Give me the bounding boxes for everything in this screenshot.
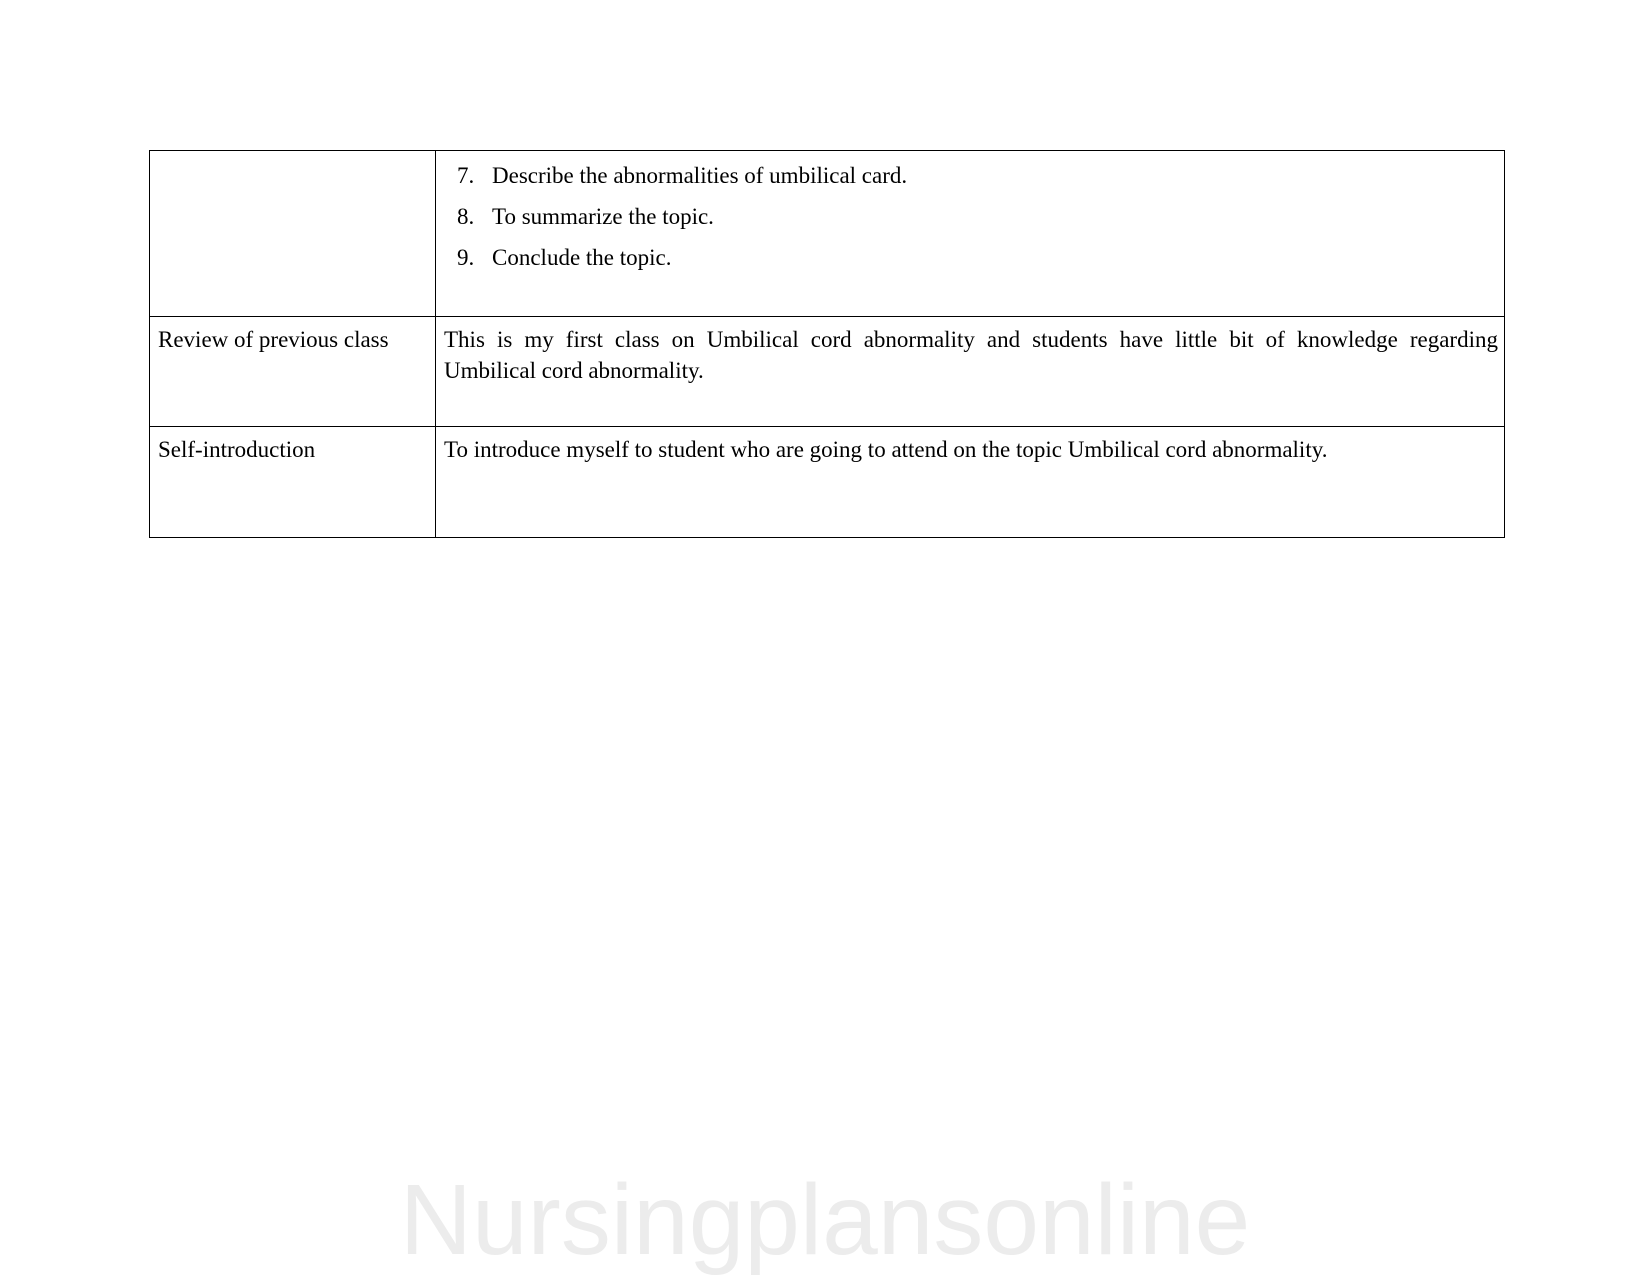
review-text-line-1: This is my first class on Umbilical cord abnormality and students have little bit of knowledge regarding — [444, 327, 1498, 352]
objective-text: Conclude the topic. — [492, 245, 672, 270]
objective-item — [457, 201, 1498, 232]
review-content-cell — [436, 317, 1505, 427]
self-introduction-content-cell — [436, 427, 1505, 538]
objective-item — [457, 242, 1498, 273]
lesson-plan-table — [149, 150, 1505, 538]
review-text-line-2: Umbilical cord abnormality. — [444, 358, 704, 383]
review-label-cell: Review of previous class — [150, 317, 436, 427]
self-introduction-text: To introduce myself to student who are going to attend on the topic Umbilical cord abnormality. — [444, 437, 1328, 462]
watermark-text: Nursingplansonline — [399, 1164, 1251, 1275]
objective-text: To summarize the topic. — [492, 204, 714, 229]
self-introduction-label-cell: Self-introduction — [150, 427, 436, 538]
objective-number: 8. — [457, 204, 475, 229]
objectives-list — [457, 158, 1498, 273]
objective-item — [457, 160, 1498, 191]
table-row-review — [150, 317, 1505, 427]
table-row-objectives — [150, 151, 1505, 317]
objectives-content-cell — [436, 151, 1505, 317]
table-row-self-introduction — [150, 427, 1505, 538]
objective-number: 9. — [457, 245, 475, 270]
objective-number: 7. — [457, 163, 475, 188]
objectives-label-cell — [150, 151, 436, 317]
objective-text: Describe the abnormalities of umbilical card. — [492, 163, 908, 188]
